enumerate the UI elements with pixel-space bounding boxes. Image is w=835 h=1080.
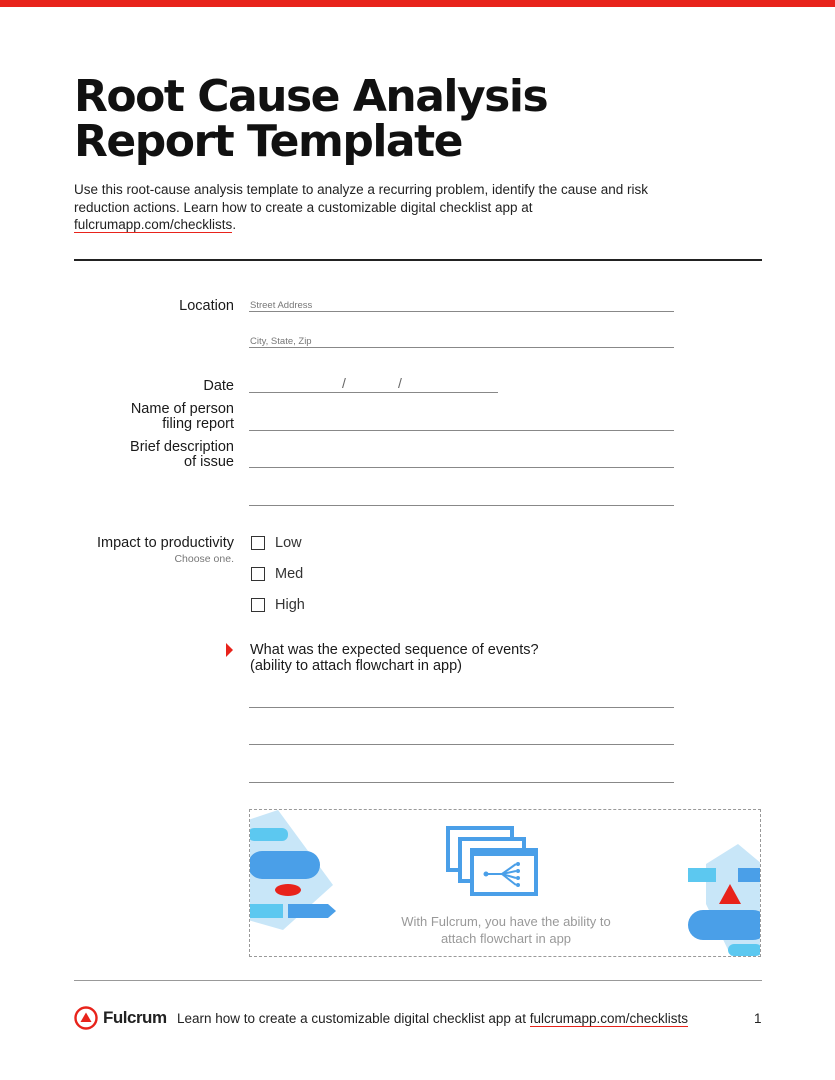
fulcrum-logo[interactable] (74, 1006, 167, 1030)
title-line-1: Root Cause Analysis (74, 71, 548, 122)
date-separator-2: / (398, 375, 402, 391)
sequence-question (250, 642, 539, 674)
flowchart-icon (446, 826, 542, 898)
section-divider (74, 259, 762, 261)
question-line-2: (ability to attach flowchart in app) (250, 658, 462, 674)
sequence-answer-line-3[interactable] (249, 782, 674, 783)
checkbox[interactable] (251, 567, 265, 581)
description-field-line-1[interactable] (249, 467, 674, 468)
location-label: Location (179, 298, 234, 314)
sequence-answer-line-1[interactable] (249, 707, 674, 708)
date-separator-1: / (342, 375, 346, 391)
name-label-line-1: Name of person (130, 401, 234, 417)
impact-option-label: Med (275, 566, 304, 582)
checkbox[interactable] (251, 536, 265, 550)
date-label: Date (203, 378, 234, 394)
name-label-line-2: filing report (162, 416, 234, 432)
title-line-2: Report Template (74, 116, 463, 167)
description-label-line-2: of issue (184, 454, 234, 470)
fulcrum-logo-text: Fulcrum (103, 1008, 167, 1027)
checkbox[interactable] (251, 598, 265, 612)
attachment-caption-line-2: attach flowchart in app (440, 931, 572, 946)
street-address-hint: Street Address (250, 300, 313, 311)
question-arrow-icon (226, 643, 233, 657)
intro-text: Use this root-cause analysis template to analyze a recurring problem, identify the cause and risk reduction actions. Learn how to create a customizable digital checklist app at (74, 182, 649, 215)
description-label-line-1: Brief description (130, 439, 234, 455)
city-state-zip-field[interactable] (249, 347, 674, 348)
flowchart-attachment-area[interactable] (249, 809, 761, 957)
description-label (130, 440, 234, 470)
footer-link[interactable]: fulcrumapp.com/checklists (529, 1011, 689, 1026)
city-state-zip-hint: City, State, Zip (250, 336, 312, 347)
question-line-1: What was the expected sequence of events? (250, 642, 539, 658)
page-title (74, 71, 694, 167)
impact-sublabel: Choose one. (174, 553, 234, 565)
page-number: 1 (754, 1011, 762, 1026)
impact-option-label: Low (275, 535, 302, 551)
top-accent-bar (0, 0, 835, 7)
intro-end: . (232, 217, 237, 232)
footer-divider (74, 980, 762, 981)
impact-option-med[interactable] (251, 566, 303, 582)
date-field[interactable] (249, 392, 498, 393)
impact-label: Impact to productivity (97, 535, 234, 551)
name-field[interactable] (249, 430, 674, 431)
name-label (131, 402, 234, 432)
description-field-line-2[interactable] (249, 505, 674, 506)
street-address-field[interactable] (249, 311, 674, 312)
impact-option-low[interactable] (251, 535, 302, 551)
sequence-answer-line-2[interactable] (249, 744, 674, 745)
fulcrum-logo-icon (74, 1006, 98, 1030)
impact-option-high[interactable] (251, 597, 305, 613)
intro-paragraph (74, 181, 674, 234)
attachment-caption-line-1: With Fulcrum, you have the ability to (401, 914, 611, 929)
footer-text (177, 1011, 688, 1026)
footer-text-body: Learn how to create a customizable digital checklist app at (177, 1011, 530, 1026)
impact-option-label: High (275, 597, 305, 613)
right-decoration-illustration (686, 844, 761, 957)
attachment-caption (250, 913, 761, 947)
intro-link[interactable]: fulcrumapp.com/checklists (74, 217, 233, 232)
